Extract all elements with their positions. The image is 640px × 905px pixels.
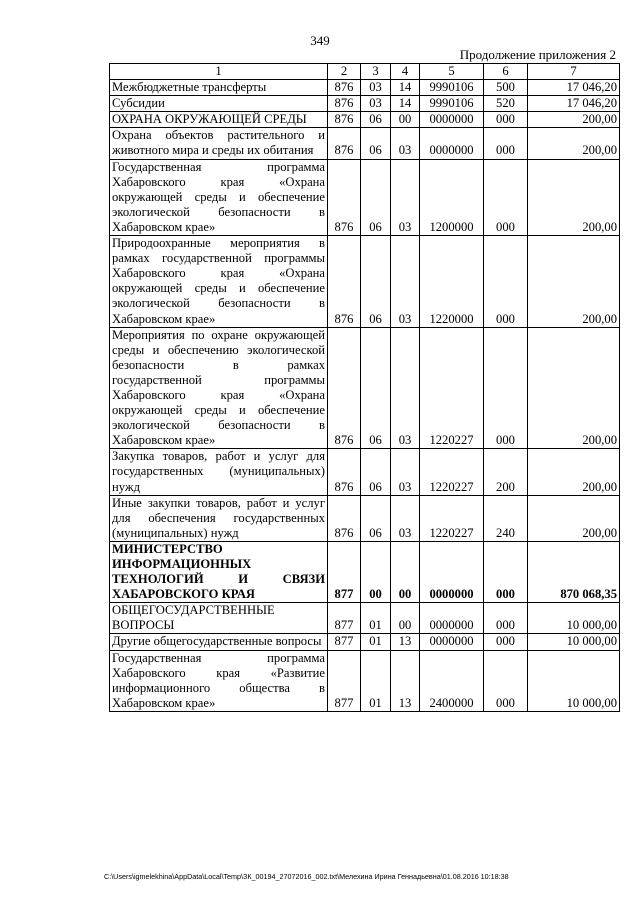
- ministry-code-cell: 876: [328, 159, 361, 235]
- subsection-cell: 03: [391, 236, 420, 328]
- section-cell: 00: [361, 541, 391, 602]
- target-article-cell: 1220227: [420, 327, 484, 449]
- ministry-code-cell: 876: [328, 80, 361, 96]
- target-article-cell: 1200000: [420, 159, 484, 235]
- table-row: [110, 80, 620, 96]
- row-name-cell: Природоохранные мероприятия в рамках государственной программы Хабаровского края «Охрана окружающей среды и обеспечение экологической безопасности в Хабаровском крае»: [110, 236, 328, 328]
- target-article-cell: 9990106: [420, 96, 484, 112]
- table-row: [110, 327, 620, 449]
- table-row: [110, 495, 620, 541]
- ministry-code-cell: 877: [328, 650, 361, 711]
- page-number: 349: [310, 33, 330, 48]
- section-cell: 03: [361, 80, 391, 96]
- table-row: [110, 541, 620, 602]
- table-row: [110, 650, 620, 711]
- target-article-cell: 0000000: [420, 603, 484, 634]
- subsection-cell: 00: [391, 112, 420, 128]
- subsection-cell: 14: [391, 80, 420, 96]
- row-name-cell: Государственная программа Хабаровского края «Развитие информационного общества в Хабаровском крае»: [110, 650, 328, 711]
- table-row: [110, 128, 620, 159]
- amount-cell: 200,00: [528, 128, 620, 159]
- section-cell: 01: [361, 634, 391, 650]
- target-article-cell: 0000000: [420, 112, 484, 128]
- row-name-cell: ОБЩЕГОСУДАРСТВЕННЫЕ ВОПРОСЫ: [110, 603, 328, 634]
- section-cell: 06: [361, 495, 391, 541]
- appendix-continuation-label: Продолжение приложения 2: [459, 47, 616, 62]
- target-article-cell: 0000000: [420, 634, 484, 650]
- target-article-cell: 9990106: [420, 80, 484, 96]
- expense-type-cell: 200: [484, 449, 528, 495]
- amount-cell: 17 046,20: [528, 96, 620, 112]
- row-name-cell: Государственная программа Хабаровского края «Охрана окружающей среды и обеспечение экологической безопасности в Хабаровском крае»: [110, 159, 328, 235]
- target-article-cell: 1220000: [420, 236, 484, 328]
- section-cell: 06: [361, 449, 391, 495]
- expense-type-cell: 000: [484, 159, 528, 235]
- ministry-code-cell: 876: [328, 236, 361, 328]
- budget-table-body: [110, 64, 620, 712]
- expense-type-cell: 240: [484, 495, 528, 541]
- file-path-footer: C:\Users\igmelekhina\AppData\Local\Temp\ЗК_00194_27072016_002.txt\Мелехина Ирина Геннадьевна\01.08.2016 10:18:38: [104, 872, 509, 881]
- ministry-code-cell: 876: [328, 112, 361, 128]
- section-cell: 06: [361, 128, 391, 159]
- expense-type-cell: 000: [484, 236, 528, 328]
- table-row: [110, 449, 620, 495]
- row-name-cell: Субсидии: [110, 96, 328, 112]
- section-cell: 06: [361, 159, 391, 235]
- expense-type-cell: 000: [484, 327, 528, 449]
- section-cell: 01: [361, 603, 391, 634]
- target-article-cell: 0000000: [420, 128, 484, 159]
- amount-cell: 870 068,35: [528, 541, 620, 602]
- table-row: [110, 112, 620, 128]
- target-article-cell: 1220227: [420, 495, 484, 541]
- row-name-cell: Другие общегосударственные вопросы: [110, 634, 328, 650]
- column-number: 1: [110, 64, 328, 80]
- column-number: 3: [361, 64, 391, 80]
- section-cell: 01: [361, 650, 391, 711]
- ministry-code-cell: 877: [328, 603, 361, 634]
- subsection-cell: 00: [391, 603, 420, 634]
- row-name-cell: Иные закупки товаров, работ и услуг для обеспечения государственных (муниципальных) нужд: [110, 495, 328, 541]
- ministry-code-cell: 876: [328, 449, 361, 495]
- amount-cell: 10 000,00: [528, 603, 620, 634]
- column-number: 7: [528, 64, 620, 80]
- amount-cell: 10 000,00: [528, 634, 620, 650]
- expense-type-cell: 000: [484, 650, 528, 711]
- ministry-code-cell: 877: [328, 634, 361, 650]
- subsection-cell: 03: [391, 128, 420, 159]
- expense-type-cell: 000: [484, 634, 528, 650]
- column-number: 6: [484, 64, 528, 80]
- amount-cell: 10 000,00: [528, 650, 620, 711]
- amount-cell: 200,00: [528, 112, 620, 128]
- amount-cell: 17 046,20: [528, 80, 620, 96]
- column-number: 4: [391, 64, 420, 80]
- section-cell: 06: [361, 327, 391, 449]
- column-number: 5: [420, 64, 484, 80]
- expense-type-cell: 000: [484, 541, 528, 602]
- ministry-code-cell: 877: [328, 541, 361, 602]
- table-row: [110, 236, 620, 328]
- row-name-cell: Межбюджетные трансферты: [110, 80, 328, 96]
- column-number-row: [110, 64, 620, 80]
- ministry-code-cell: 876: [328, 495, 361, 541]
- expense-type-cell: 500: [484, 80, 528, 96]
- subsection-cell: 03: [391, 449, 420, 495]
- table-row: [110, 603, 620, 634]
- subsection-cell: 00: [391, 541, 420, 602]
- amount-cell: 200,00: [528, 449, 620, 495]
- amount-cell: 200,00: [528, 495, 620, 541]
- ministry-code-cell: 876: [328, 128, 361, 159]
- expense-type-cell: 000: [484, 112, 528, 128]
- subsection-cell: 14: [391, 96, 420, 112]
- target-article-cell: 0000000: [420, 541, 484, 602]
- row-name-cell: Закупка товаров, работ и услуг для государственных (муниципальных) нужд: [110, 449, 328, 495]
- row-name-cell: ОХРАНА ОКРУЖАЮЩЕЙ СРЕДЫ: [110, 112, 328, 128]
- ministry-code-cell: 876: [328, 327, 361, 449]
- ministry-code-cell: 876: [328, 96, 361, 112]
- row-name-cell: МИНИСТЕРСТВО ИНФОРМАЦИОННЫХ ТЕХНОЛОГИЙ И СВЯЗИ ХАБАРОВСКОГО КРАЯ: [110, 541, 328, 602]
- expense-type-cell: 000: [484, 128, 528, 159]
- subsection-cell: 13: [391, 634, 420, 650]
- table-row: [110, 159, 620, 235]
- subsection-cell: 13: [391, 650, 420, 711]
- section-cell: 03: [361, 96, 391, 112]
- amount-cell: 200,00: [528, 236, 620, 328]
- amount-cell: 200,00: [528, 327, 620, 449]
- section-cell: 06: [361, 112, 391, 128]
- expense-type-cell: 000: [484, 603, 528, 634]
- table-row: [110, 96, 620, 112]
- target-article-cell: 1220227: [420, 449, 484, 495]
- subsection-cell: 03: [391, 159, 420, 235]
- subsection-cell: 03: [391, 495, 420, 541]
- table-row: [110, 634, 620, 650]
- row-name-cell: Охрана объектов растительного и животного мира и среды их обитания: [110, 128, 328, 159]
- budget-table: [109, 63, 620, 712]
- section-cell: 06: [361, 236, 391, 328]
- row-name-cell: Мероприятия по охране окружающей среды и обеспечению экологической безопасности в рамках государственной программы Хабаровского края «Охрана окружающей среды и обеспечение экологической безопасности в Хабаровском крае»: [110, 327, 328, 449]
- amount-cell: 200,00: [528, 159, 620, 235]
- target-article-cell: 2400000: [420, 650, 484, 711]
- expense-type-cell: 520: [484, 96, 528, 112]
- column-number: 2: [328, 64, 361, 80]
- subsection-cell: 03: [391, 327, 420, 449]
